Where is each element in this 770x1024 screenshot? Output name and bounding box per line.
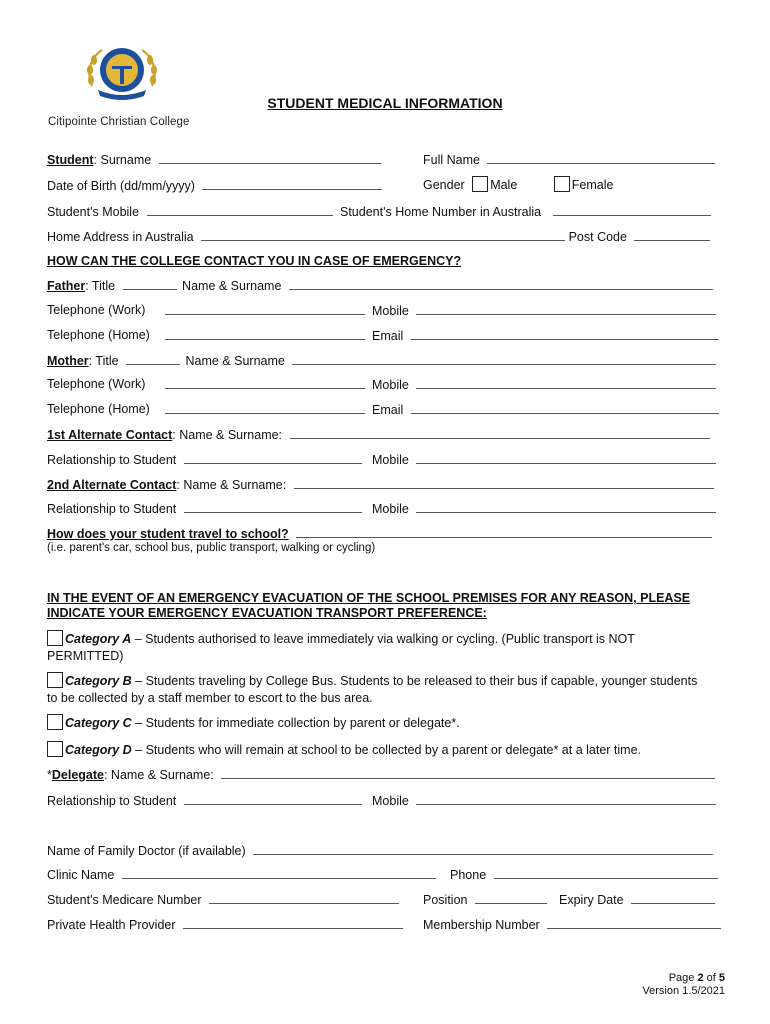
category-a-label: Category A bbox=[65, 632, 132, 646]
medicare-row bbox=[47, 892, 399, 907]
college-name: Citipointe Christian College bbox=[48, 116, 190, 128]
father-row bbox=[47, 278, 713, 293]
full-name-label: Full Name bbox=[423, 153, 480, 167]
category-b-checkbox[interactable] bbox=[47, 672, 63, 688]
dob-row bbox=[47, 178, 382, 193]
health-provider-label: Private Health Provider bbox=[47, 918, 176, 932]
post-code-field[interactable] bbox=[634, 229, 710, 241]
delegate-mobile-label: Mobile bbox=[372, 794, 409, 808]
male-checkbox[interactable] bbox=[472, 176, 488, 192]
mother-email-row bbox=[372, 402, 719, 417]
category-c-text: – Students for immediate collection by parent or delegate*. bbox=[131, 716, 460, 730]
mother-tel-home-row bbox=[47, 402, 150, 416]
delegate-label: Delegate bbox=[51, 768, 104, 782]
male-label: Male bbox=[490, 178, 518, 192]
mother-tel-home-field-wrap bbox=[165, 402, 365, 417]
alt2-mobile-label: Mobile bbox=[372, 502, 409, 516]
full-name-field[interactable] bbox=[487, 152, 715, 164]
alt2-name-label: : Name & Surname: bbox=[176, 478, 287, 492]
father-email-row bbox=[372, 328, 719, 343]
medicare-field[interactable] bbox=[209, 892, 399, 904]
alt2-mobile-field[interactable] bbox=[416, 501, 716, 513]
phone-row bbox=[450, 867, 718, 882]
father-tel-work-row bbox=[47, 303, 145, 317]
category-a-checkbox[interactable] bbox=[47, 630, 63, 646]
alt1-relationship-row bbox=[47, 452, 362, 467]
father-title-label: : Title bbox=[85, 279, 116, 293]
father-label: Father bbox=[47, 279, 86, 293]
mother-mobile-row bbox=[372, 377, 716, 392]
student-surname-row bbox=[47, 152, 381, 167]
delegate-relationship-field[interactable] bbox=[184, 793, 362, 805]
doctor-label: Name of Family Doctor (if available) bbox=[47, 844, 246, 858]
alt2-row bbox=[47, 477, 714, 492]
delegate-name-label: : Name & Surname: bbox=[103, 768, 214, 782]
health-provider-row bbox=[47, 917, 403, 932]
home-number-row bbox=[340, 204, 711, 219]
mother-mobile-field[interactable] bbox=[416, 377, 716, 389]
gender-label: Gender bbox=[423, 178, 465, 192]
page-title: STUDENT MEDICAL INFORMATION bbox=[267, 95, 503, 111]
alt1-mobile-row bbox=[372, 452, 716, 467]
category-c-option bbox=[47, 714, 727, 732]
mother-row bbox=[47, 353, 716, 368]
dob-field[interactable] bbox=[202, 178, 382, 190]
father-tel-work-label: Telephone (Work) bbox=[47, 303, 146, 317]
category-a-text-2: PERMITTED) bbox=[47, 649, 124, 663]
phone-label: Phone bbox=[450, 868, 487, 882]
travel-hint: (i.e. parent's car, school bus, public transport, walking or cycling) bbox=[47, 542, 376, 554]
address-label: Home Address in Australia bbox=[47, 230, 194, 244]
position-row bbox=[423, 892, 547, 907]
travel-question: How does your student travel to school? bbox=[47, 527, 289, 541]
clinic-row bbox=[47, 867, 436, 882]
mother-tel-home-field[interactable] bbox=[165, 402, 365, 414]
delegate-row bbox=[47, 767, 715, 782]
mother-label: Mother bbox=[47, 354, 89, 368]
page-number bbox=[642, 972, 725, 985]
dob-label: Date of Birth (dd/mm/yyyy) bbox=[47, 179, 195, 193]
category-c-checkbox[interactable] bbox=[47, 714, 63, 730]
gender-row bbox=[423, 176, 613, 192]
post-code-label: Post Code bbox=[568, 230, 627, 244]
category-d-checkbox[interactable] bbox=[47, 741, 63, 757]
mother-title-label: : Title bbox=[88, 354, 119, 368]
student-mobile-field[interactable] bbox=[147, 204, 333, 216]
father-tel-home-field[interactable] bbox=[165, 328, 365, 340]
father-mobile-row bbox=[372, 303, 716, 318]
alt1-mobile-label: Mobile bbox=[372, 453, 409, 467]
father-tel-home-row bbox=[47, 328, 150, 342]
alt2-relationship-label: Relationship to Student bbox=[47, 502, 177, 516]
alt1-mobile-field[interactable] bbox=[416, 452, 716, 464]
mother-tel-work-row bbox=[47, 377, 145, 391]
father-tel-work-field[interactable] bbox=[165, 303, 365, 315]
father-name-label: Name & Surname bbox=[182, 279, 282, 293]
expiry-field[interactable] bbox=[631, 892, 715, 904]
health-provider-field[interactable] bbox=[183, 917, 403, 929]
mother-tel-home-label: Telephone (Home) bbox=[47, 402, 150, 416]
delegate-relationship-row bbox=[47, 793, 362, 808]
address-row bbox=[47, 229, 710, 244]
father-title-field[interactable] bbox=[123, 278, 177, 290]
category-b-option bbox=[47, 672, 727, 707]
expiry-row bbox=[559, 892, 715, 907]
alt2-relationship-row bbox=[47, 501, 362, 516]
father-name-field[interactable] bbox=[289, 278, 713, 290]
alt2-name-field[interactable] bbox=[294, 477, 714, 489]
home-number-field[interactable] bbox=[553, 204, 711, 216]
page-footer bbox=[642, 972, 725, 998]
clinic-field[interactable] bbox=[122, 867, 436, 879]
father-tel-work-field-wrap bbox=[165, 303, 365, 318]
surname-field[interactable] bbox=[159, 152, 381, 164]
travel-row bbox=[47, 526, 712, 541]
mother-name-field[interactable] bbox=[292, 353, 716, 365]
category-b-text: – Students traveling by College Bus. Students to be released to their bus if capable, younger students bbox=[131, 674, 698, 688]
student-mobile-row bbox=[47, 204, 333, 219]
father-mobile-label: Mobile bbox=[372, 304, 409, 318]
evacuation-heading-1: IN THE EVENT OF AN EMERGENCY EVACUATION OF THE SCHOOL PREMISES FOR ANY REASON, PLEASE bbox=[47, 591, 691, 605]
father-mobile-field[interactable] bbox=[416, 303, 716, 315]
page-prefix: Page bbox=[668, 972, 698, 984]
contact-heading: HOW CAN THE COLLEGE CONTACT YOU IN CASE OF EMERGENCY? bbox=[47, 254, 462, 268]
delegate-mobile-row bbox=[372, 793, 716, 808]
alt1-relationship-label: Relationship to Student bbox=[47, 453, 177, 467]
category-b-text-2: to be collected by a staff member to escort to the bus area. bbox=[47, 691, 373, 705]
membership-label: Membership Number bbox=[423, 918, 540, 932]
doctor-field[interactable] bbox=[253, 843, 713, 855]
father-email-label: Email bbox=[372, 329, 404, 343]
page-of: of bbox=[703, 972, 719, 984]
alt1-name-label: : Name & Surname: bbox=[172, 428, 283, 442]
mother-mobile-label: Mobile bbox=[372, 378, 409, 392]
address-field[interactable] bbox=[201, 229, 565, 241]
expiry-label: Expiry Date bbox=[559, 893, 624, 907]
mother-tel-work-label: Telephone (Work) bbox=[47, 377, 146, 391]
page-total: 5 bbox=[718, 972, 725, 984]
membership-field[interactable] bbox=[547, 917, 721, 929]
category-a-text: – Students authorised to leave immediately via walking or cycling. (Public transport is NOT bbox=[131, 632, 635, 646]
alt2-label: 2nd Alternate Contact bbox=[47, 478, 177, 492]
mother-name-label: Name & Surname bbox=[185, 354, 285, 368]
evacuation-heading-2: INDICATE YOUR EMERGENCY EVACUATION TRANSPORT PREFERENCE: bbox=[47, 606, 487, 620]
female-label: Female bbox=[571, 178, 614, 192]
home-number-label: Student's Home Number in Australia bbox=[340, 205, 542, 219]
membership-row bbox=[423, 917, 721, 932]
student-label: Student bbox=[47, 153, 94, 167]
alt2-mobile-row bbox=[372, 501, 716, 516]
category-d-label: Category D bbox=[65, 743, 132, 757]
alt1-label: 1st Alternate Contact bbox=[47, 428, 173, 442]
page-num: 2 bbox=[697, 972, 704, 984]
doctor-row bbox=[47, 843, 713, 858]
surname-label: : Surname bbox=[93, 153, 152, 167]
mother-email-field[interactable] bbox=[411, 402, 719, 414]
alt1-name-field[interactable] bbox=[290, 427, 710, 439]
alt1-relationship-field[interactable] bbox=[184, 452, 362, 464]
position-field[interactable] bbox=[475, 892, 547, 904]
position-label: Position bbox=[423, 893, 468, 907]
father-tel-home-label: Telephone (Home) bbox=[47, 328, 150, 342]
travel-field[interactable] bbox=[296, 526, 712, 538]
mother-title-field[interactable] bbox=[126, 353, 180, 365]
delegate-relationship-label: Relationship to Student bbox=[47, 794, 177, 808]
full-name-row bbox=[423, 152, 715, 167]
father-email-field[interactable] bbox=[411, 328, 719, 340]
delegate-star: * bbox=[47, 768, 52, 782]
college-logo bbox=[48, 42, 198, 134]
medicare-label: Student's Medicare Number bbox=[47, 893, 202, 907]
delegate-mobile-field[interactable] bbox=[416, 793, 716, 805]
category-c-label: Category C bbox=[65, 716, 132, 730]
student-mobile-label: Student's Mobile bbox=[47, 205, 140, 219]
delegate-name-field[interactable] bbox=[221, 767, 715, 779]
female-checkbox[interactable] bbox=[554, 176, 570, 192]
category-d-option bbox=[47, 741, 727, 759]
version-label: Version 1.5/2021 bbox=[642, 985, 725, 997]
mother-email-label: Email bbox=[372, 403, 404, 417]
category-b-label: Category B bbox=[65, 674, 132, 688]
alt2-relationship-field[interactable] bbox=[184, 501, 362, 513]
mother-tel-work-field[interactable] bbox=[165, 377, 365, 389]
clinic-label: Clinic Name bbox=[47, 868, 115, 882]
category-a-option bbox=[47, 630, 727, 665]
phone-field[interactable] bbox=[494, 867, 718, 879]
father-tel-home-field-wrap bbox=[165, 328, 365, 343]
category-d-text: – Students who will remain at school to be collected by a parent or delegate* at a later time. bbox=[131, 743, 642, 757]
alt1-row bbox=[47, 427, 710, 442]
mother-tel-work-field-wrap bbox=[165, 377, 365, 392]
